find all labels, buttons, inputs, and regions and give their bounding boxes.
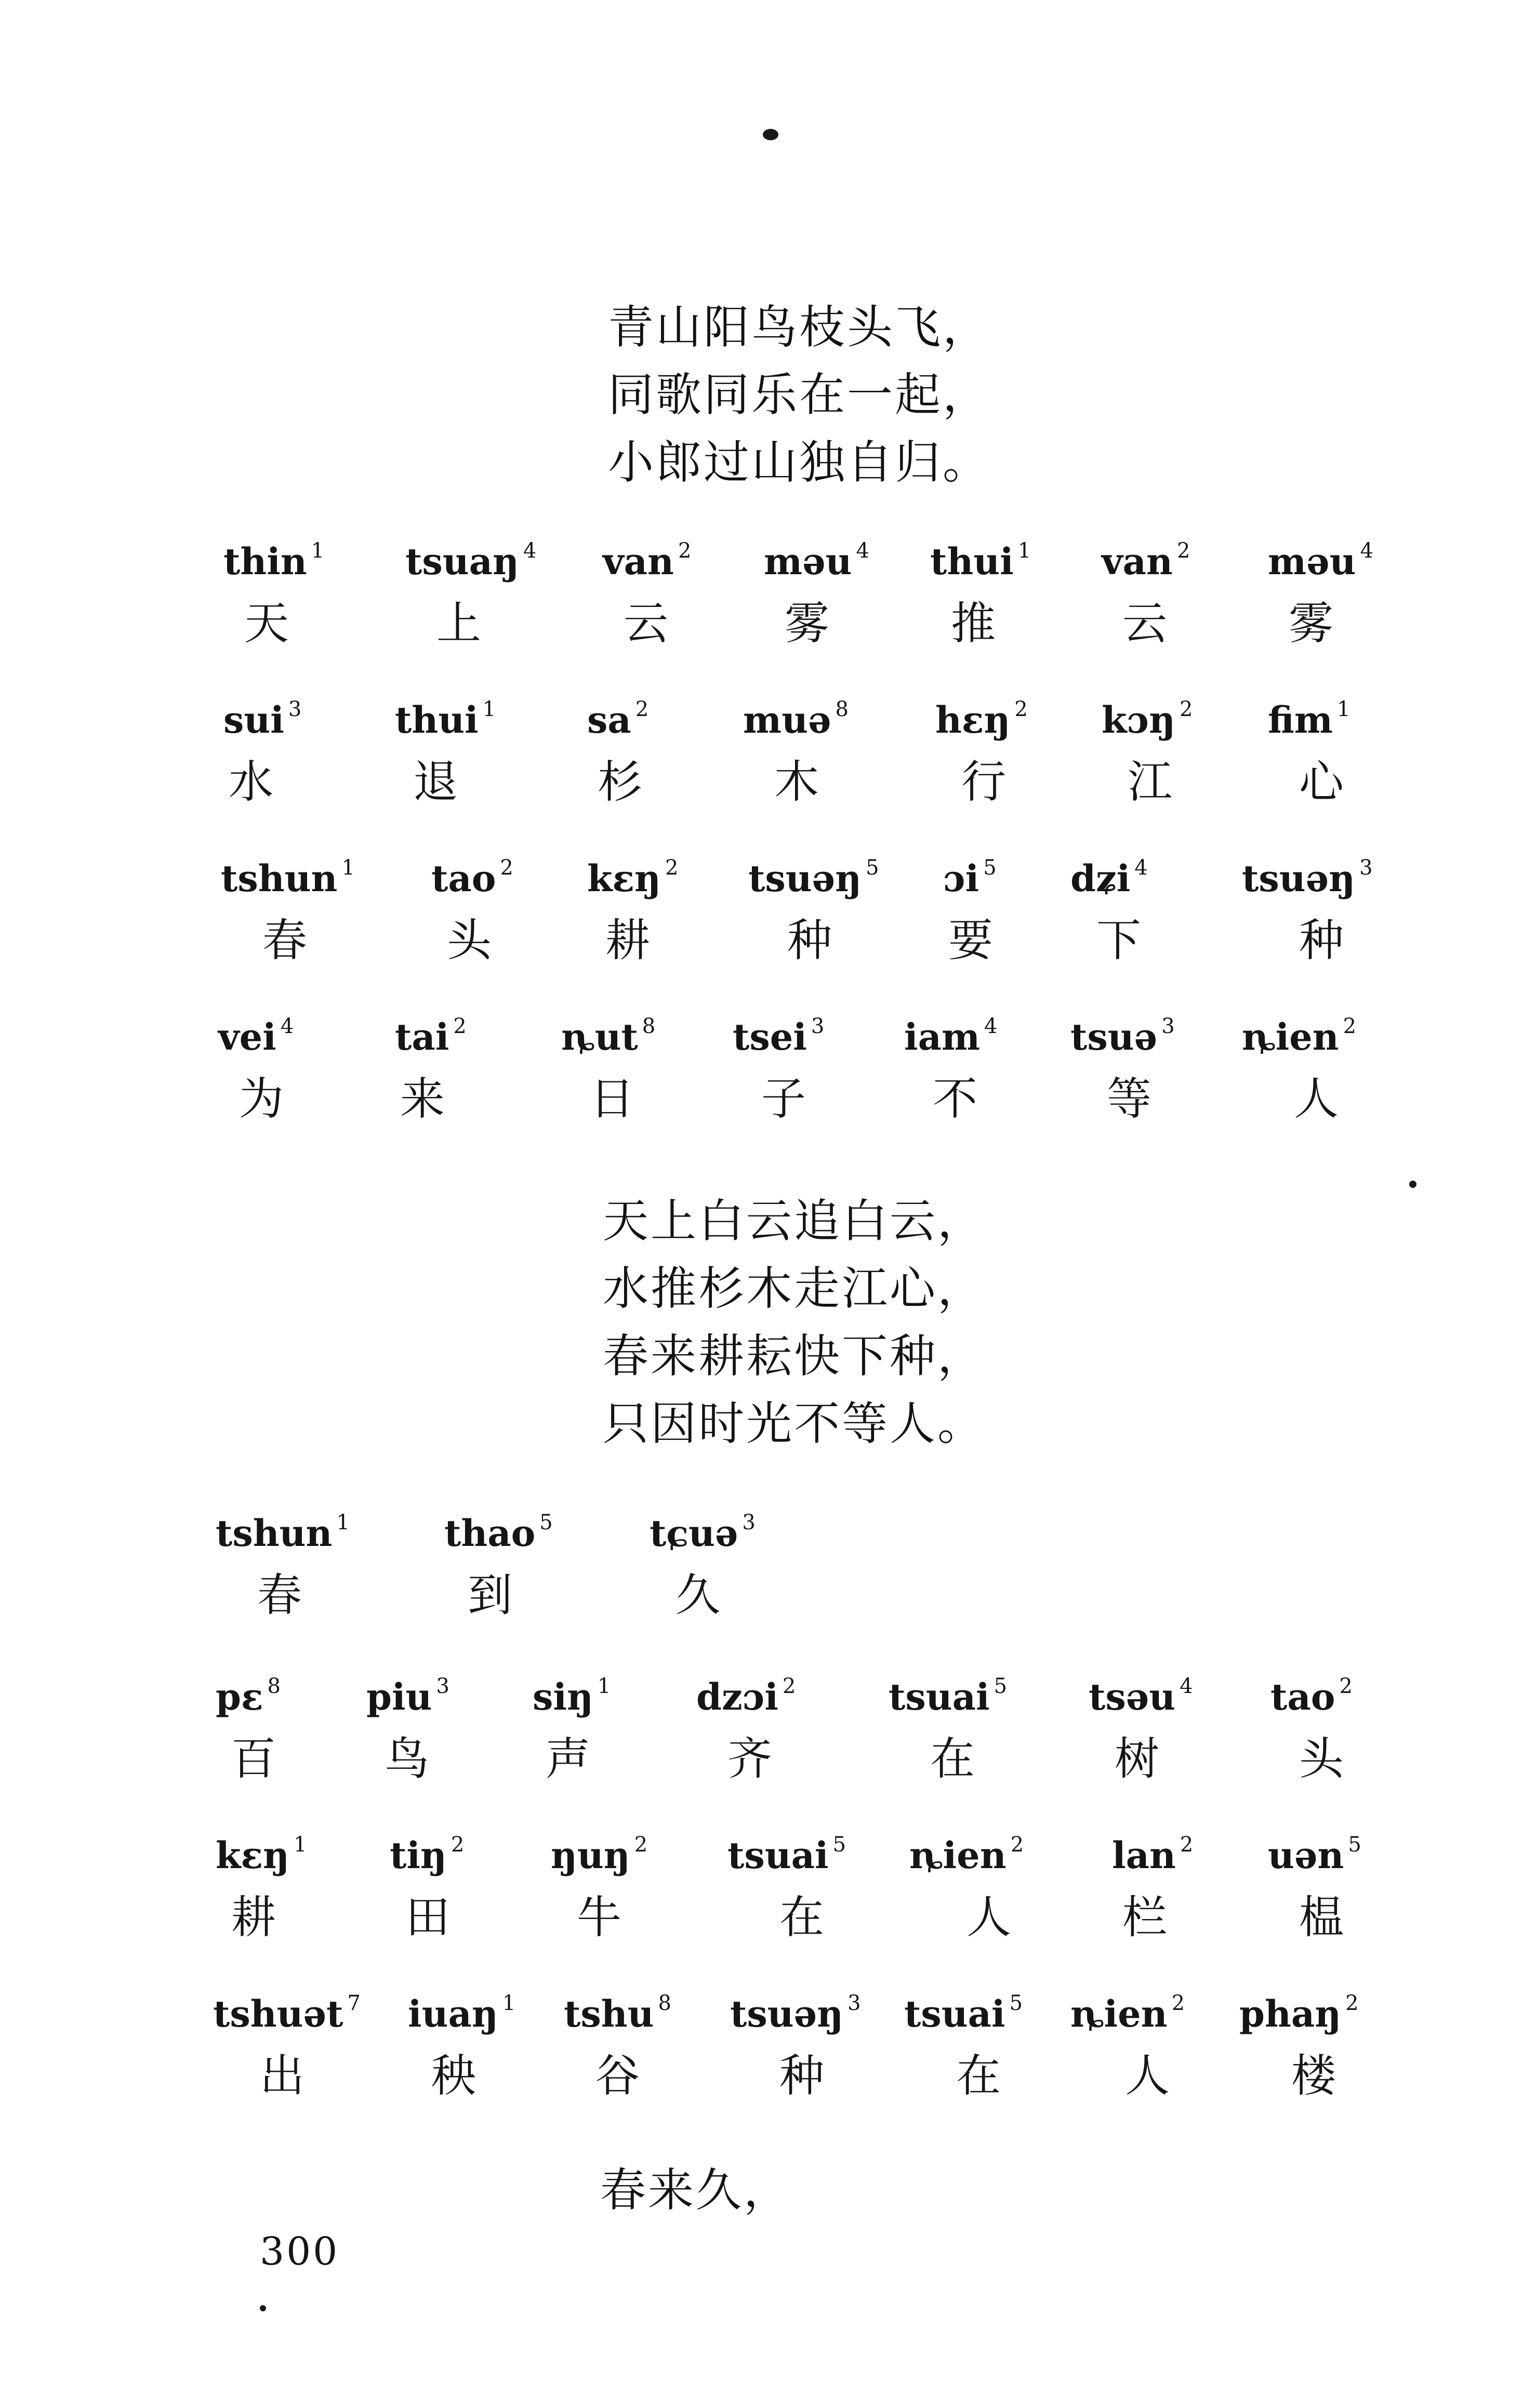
ink-speck <box>763 129 778 140</box>
tone-mark: 2 <box>665 856 679 880</box>
tone-mark: 8 <box>267 1674 281 1698</box>
gloss-cell <box>696 1660 873 1816</box>
gloss-cell <box>1239 1977 1416 2133</box>
chinese-character: 在 <box>930 1733 975 1785</box>
chinese-character: 春 <box>262 915 307 967</box>
chinese-character: 木 <box>774 756 819 808</box>
chinese-character: 头 <box>1299 1733 1344 1785</box>
tone-mark: 1 <box>1336 697 1350 721</box>
chinese-character: 云 <box>1122 598 1167 650</box>
chinese-character: 出 <box>260 2050 304 2102</box>
gloss-cell <box>727 1819 904 1975</box>
tone-mark: 3 <box>811 1014 825 1038</box>
gloss-cell <box>935 683 1112 839</box>
tone-mark: 4 <box>1360 539 1373 563</box>
gloss-cell <box>1270 1660 1447 1816</box>
chinese-character: 日 <box>590 1073 634 1125</box>
tone-mark: 5 <box>832 1833 846 1857</box>
gloss-row-3 <box>0 842 1536 998</box>
chinese-character: 子 <box>761 1073 806 1125</box>
tone-mark: 1 <box>597 1674 611 1698</box>
tone-mark: 2 <box>634 1833 648 1857</box>
tone-mark: 8 <box>658 1991 671 2015</box>
chinese-character: 头 <box>447 915 492 967</box>
gloss-cell <box>1089 1660 1265 1816</box>
gloss-cell <box>395 683 572 839</box>
tone-mark: 1 <box>1017 539 1031 563</box>
tone-mark: 2 <box>1343 1014 1357 1038</box>
gloss-cell <box>1268 683 1445 839</box>
chinese-character: 要 <box>948 915 993 967</box>
gloss-cell <box>909 1819 1086 1975</box>
romanization: piu $^3$ <box>366 1674 449 1718</box>
gloss-cell <box>587 683 764 839</box>
tone-mark: 8 <box>642 1014 656 1038</box>
gloss-cell <box>533 1660 709 1816</box>
romanization: tsuai $^5$ <box>727 1833 846 1877</box>
gloss-cell <box>395 1000 572 1156</box>
tone-mark: 3 <box>742 1511 756 1534</box>
chinese-character: 江 <box>1128 756 1172 808</box>
chinese-character: 鸟 <box>385 1733 429 1785</box>
tone-mark: 4 <box>856 539 869 563</box>
gloss-cell <box>444 1497 621 1652</box>
tone-mark: 1 <box>502 1991 516 2015</box>
tone-mark: 3 <box>436 1674 449 1698</box>
gloss-cell <box>218 1000 395 1156</box>
tone-mark: 2 <box>453 1014 467 1038</box>
chinese-character: 百 <box>231 1733 276 1785</box>
romanization: iuaŋ $^1$ <box>408 1991 516 2035</box>
chinese-character: 榅 <box>1299 1891 1344 1943</box>
chinese-character: 耕 <box>231 1891 276 1943</box>
romanization: ȵien $^2$ <box>909 1833 1024 1877</box>
chinese-character: 行 <box>961 756 1006 808</box>
gloss-cell <box>889 1660 1065 1816</box>
tone-mark: 5 <box>983 856 997 880</box>
tone-mark: 2 <box>678 539 692 563</box>
gloss-row-1 <box>0 525 1536 681</box>
gloss-cell <box>431 842 608 998</box>
chinese-character: 树 <box>1115 1733 1159 1785</box>
tone-mark: 2 <box>1345 1991 1359 2015</box>
gloss-cell <box>1112 1819 1289 1975</box>
verse-stanza-1 <box>608 294 990 496</box>
romanization: muə $^8$ <box>743 697 849 742</box>
romanization: ȵien $^2$ <box>1070 1991 1185 2035</box>
romanization: kɛŋ $^1$ <box>216 1833 307 1877</box>
song-title-row <box>0 1497 1536 1652</box>
tone-mark: 2 <box>782 1674 796 1698</box>
romanization: tao $^2$ <box>431 856 513 900</box>
chinese-character: 种 <box>779 2050 824 2102</box>
romanization: ŋuŋ $^2$ <box>551 1833 648 1877</box>
tone-mark: 1 <box>482 697 496 721</box>
gloss-cell <box>1102 525 1278 681</box>
gloss-cell <box>408 1977 585 2133</box>
gloss-row-6 <box>0 1819 1536 1975</box>
verse-line: 天上白云追白云， <box>603 1194 986 1248</box>
romanization: tsuəŋ $^3$ <box>1242 856 1373 900</box>
romanization: lan $^2$ <box>1112 1833 1194 1877</box>
chinese-character: 声 <box>546 1733 590 1785</box>
tone-mark: 2 <box>1339 1674 1353 1698</box>
chinese-character: 来 <box>400 1073 445 1125</box>
gloss-cell <box>730 1977 907 2133</box>
chinese-character: 不 <box>933 1073 977 1125</box>
romanization: sui $^3$ <box>223 697 302 742</box>
romanization: ȵien $^2$ <box>1242 1014 1357 1059</box>
chinese-character: 等 <box>1107 1073 1151 1125</box>
tone-mark: 2 <box>1171 1991 1185 2015</box>
romanization: tsei $^3$ <box>733 1014 825 1059</box>
gloss-row-2 <box>0 683 1536 839</box>
romanization: ȵut $^8$ <box>561 1014 656 1059</box>
chinese-character: 春 <box>257 1569 302 1621</box>
tone-mark: 2 <box>1014 697 1028 721</box>
gloss-cell <box>904 1000 1081 1156</box>
gloss-cell <box>1070 1977 1247 2133</box>
verse-line: 同歌同乐在一起， <box>608 368 991 421</box>
romanization: tsuə $^3$ <box>1070 1014 1175 1059</box>
chinese-character: 牛 <box>577 1891 621 1943</box>
tone-mark: 8 <box>835 697 849 721</box>
tone-mark: 1 <box>336 1511 350 1534</box>
gloss-cell <box>221 842 398 998</box>
gloss-cell <box>366 1660 543 1816</box>
romanization: ɔi $^5$ <box>943 856 997 900</box>
chinese-character: 种 <box>787 915 832 967</box>
romanization: van $^2$ <box>1102 539 1190 583</box>
tone-mark: 2 <box>1180 697 1193 721</box>
romanization: tɕuə $^3$ <box>650 1511 756 1555</box>
chinese-character: 上 <box>436 598 481 650</box>
tone-mark: 3 <box>848 1991 861 2015</box>
gloss-cell <box>743 683 920 839</box>
chinese-character: 在 <box>779 1891 824 1943</box>
chinese-character: 雾 <box>785 598 829 650</box>
gloss-cell <box>1070 842 1247 998</box>
romanization: van $^2$ <box>603 539 692 583</box>
gloss-cell <box>216 1497 392 1652</box>
tone-mark: 2 <box>1176 539 1190 563</box>
gloss-cell <box>733 1000 909 1156</box>
tone-mark: 2 <box>1010 1833 1024 1857</box>
chinese-character: 种 <box>1299 915 1344 967</box>
gloss-cell <box>1070 1000 1247 1156</box>
gloss-cell <box>213 1977 390 2133</box>
gloss-cell <box>1102 683 1278 839</box>
chinese-character: 在 <box>956 2050 1001 2102</box>
tone-mark: 1 <box>293 1833 307 1857</box>
romanization: fim $^1$ <box>1268 697 1350 742</box>
romanization: kɛŋ $^2$ <box>587 856 679 900</box>
gloss-row-5 <box>0 1660 1536 1816</box>
gloss-cell <box>1242 842 1419 998</box>
chinese-character: 雾 <box>1289 598 1333 650</box>
chinese-character: 田 <box>405 1891 450 1943</box>
gloss-cell <box>904 1977 1081 2133</box>
gloss-row-4 <box>0 1000 1536 1156</box>
chinese-character: 为 <box>239 1073 284 1125</box>
chinese-character: 到 <box>468 1569 512 1621</box>
romanization: tai $^2$ <box>395 1014 467 1059</box>
gloss-cell <box>405 525 582 681</box>
romanization: thui $^1$ <box>930 539 1031 583</box>
tone-mark: 2 <box>500 856 513 880</box>
romanization: pɛ $^8$ <box>216 1674 281 1718</box>
verse-line: 小郎过山独自归。 <box>608 435 991 489</box>
gloss-cell <box>216 1660 392 1816</box>
chinese-character: 人 <box>1125 2050 1170 2102</box>
gloss-cell <box>930 525 1107 681</box>
gloss-cell <box>1268 525 1445 681</box>
romanization: kɔŋ $^2$ <box>1102 697 1193 742</box>
romanization: tshu $^8$ <box>564 1991 671 2035</box>
chinese-character: 心 <box>1299 756 1344 808</box>
tone-mark: 3 <box>1161 1014 1175 1038</box>
gloss-cell <box>216 1819 392 1975</box>
chinese-character: 退 <box>413 756 458 808</box>
page-number: 300 <box>260 2229 340 2274</box>
tone-mark: 1 <box>341 856 355 880</box>
tone-mark: 3 <box>1359 856 1373 880</box>
gloss-cell <box>650 1497 826 1652</box>
verse-line: 只因时光不等人。 <box>603 1397 986 1450</box>
gloss-cell <box>551 1819 727 1975</box>
tone-mark: 5 <box>866 856 879 880</box>
romanization: hɛŋ $^2$ <box>935 697 1028 742</box>
romanization: məu $^4$ <box>1268 539 1373 583</box>
chinese-character: 耕 <box>605 915 650 967</box>
romanization: tshuət $^7$ <box>213 1991 361 2035</box>
chinese-character: 久 <box>676 1569 720 1621</box>
romanization: thui $^1$ <box>395 697 496 742</box>
romanization: tsuai $^5$ <box>904 1991 1023 2035</box>
romanization: məu $^4$ <box>764 539 869 583</box>
chinese-character: 齐 <box>727 1733 772 1785</box>
chinese-character: 推 <box>951 598 996 650</box>
gloss-cell <box>223 683 400 839</box>
tone-mark: 1 <box>311 539 325 563</box>
tone-mark: 4 <box>1134 856 1148 880</box>
tone-mark: 2 <box>451 1833 465 1857</box>
romanization: uən $^5$ <box>1268 1833 1361 1877</box>
romanization: thao $^5$ <box>444 1511 553 1555</box>
romanization: thin $^1$ <box>223 539 325 583</box>
tone-mark: 5 <box>1009 1991 1023 2015</box>
romanization: tsuəŋ $^3$ <box>730 1991 861 2035</box>
gloss-cell <box>564 1977 740 2133</box>
ink-speck <box>260 2305 266 2311</box>
romanization: dzɔi $^2$ <box>696 1674 796 1718</box>
chinese-character: 人 <box>966 1891 1011 1943</box>
gloss-cell <box>748 842 925 998</box>
gloss-cell <box>390 1819 566 1975</box>
ink-speck <box>1409 1181 1416 1188</box>
tone-mark: 3 <box>288 697 302 721</box>
closing-verse <box>600 2156 791 2224</box>
gloss-cell <box>561 1000 738 1156</box>
tone-mark: 5 <box>539 1511 553 1534</box>
romanization: iam $^4$ <box>904 1014 998 1059</box>
romanization: vei $^4$ <box>218 1014 294 1059</box>
verse-line: 春来久， <box>600 2163 792 2217</box>
romanization: tiŋ $^2$ <box>390 1833 465 1877</box>
verse-line: 水推杉木走江心， <box>603 1262 986 1315</box>
tone-mark: 4 <box>280 1014 294 1038</box>
chinese-character: 人 <box>1294 1073 1339 1125</box>
chinese-character: 杉 <box>598 756 642 808</box>
romanization: tsuəŋ $^5$ <box>748 856 879 900</box>
tone-mark: 2 <box>1180 1833 1194 1857</box>
chinese-character: 谷 <box>595 2050 640 2102</box>
romanization: tsuaŋ $^4$ <box>405 539 537 583</box>
chinese-character: 天 <box>244 598 289 650</box>
chinese-character: 下 <box>1096 915 1141 967</box>
romanization: tshun $^1$ <box>221 856 355 900</box>
tone-mark: 7 <box>347 1991 361 2015</box>
tone-mark: 4 <box>523 539 537 563</box>
romanization: tsuai $^5$ <box>889 1674 1008 1718</box>
romanization: sa $^2$ <box>587 697 649 742</box>
gloss-cell <box>223 525 400 681</box>
romanization: tshun $^1$ <box>216 1511 350 1555</box>
chinese-character: 楼 <box>1291 2050 1336 2102</box>
romanization: tao $^2$ <box>1270 1674 1353 1718</box>
tone-mark: 4 <box>1180 1674 1193 1698</box>
chinese-character: 水 <box>229 756 273 808</box>
romanization: dʑi $^4$ <box>1070 856 1148 900</box>
verse-stanza-2 <box>603 1187 985 1458</box>
tone-mark: 2 <box>635 697 649 721</box>
gloss-row-7 <box>0 1977 1536 2133</box>
verse-line: 春来耕耘快下种， <box>603 1329 986 1383</box>
tone-mark: 5 <box>1348 1833 1361 1857</box>
gloss-cell <box>603 525 779 681</box>
tone-mark: 4 <box>984 1014 998 1038</box>
chinese-character: 云 <box>624 598 668 650</box>
chinese-character: 栏 <box>1122 1891 1167 1943</box>
gloss-cell <box>587 842 764 998</box>
gloss-cell <box>764 525 941 681</box>
tone-mark: 5 <box>994 1674 1008 1698</box>
romanization: siŋ $^1$ <box>533 1674 611 1718</box>
chinese-character: 秧 <box>431 2050 476 2102</box>
romanization: tsəu $^4$ <box>1089 1674 1193 1718</box>
romanization: phaŋ $^2$ <box>1239 1991 1359 2035</box>
verse-line: 青山阳鸟枝头飞， <box>608 300 991 354</box>
gloss-cell <box>1242 1000 1419 1156</box>
gloss-cell <box>1268 1819 1445 1975</box>
